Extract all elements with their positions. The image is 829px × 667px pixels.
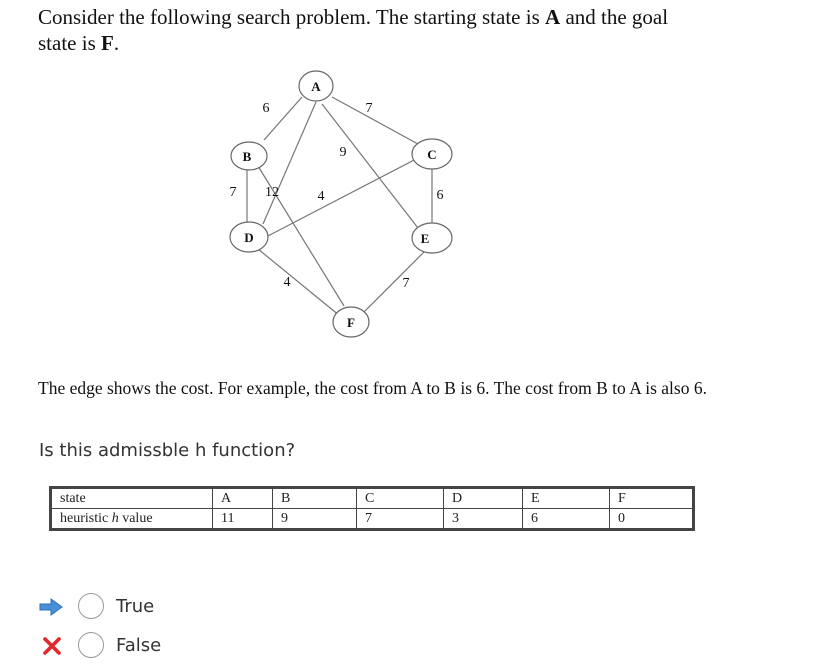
edge-A-C bbox=[332, 97, 418, 144]
table-row-states bbox=[51, 488, 694, 509]
question-prompt: Is this admissble h function? bbox=[39, 440, 296, 461]
edge-E-F bbox=[362, 251, 425, 314]
table-cell-value: 6 bbox=[523, 509, 610, 530]
node-label-C: C bbox=[427, 147, 437, 162]
node-label-E: E bbox=[420, 231, 430, 246]
edge-cost-label: 6 bbox=[436, 188, 444, 203]
edge-D-F bbox=[258, 249, 340, 316]
edge-cost-label: 7 bbox=[402, 276, 410, 291]
table-row-heuristic bbox=[51, 509, 694, 530]
edge-cost-note: The edge shows the cost. For example, the cost from A to B is 6. The cost from B to A is also 6. bbox=[38, 378, 707, 398]
edge-cost-label: 7 bbox=[229, 185, 237, 200]
node-label-A: A bbox=[311, 79, 321, 94]
intro-text: . bbox=[113, 31, 120, 55]
edge-cost-label: 12 bbox=[265, 185, 279, 200]
table-cell-state: A bbox=[213, 488, 273, 509]
table-cell-value: 3 bbox=[444, 509, 523, 530]
goal-state: F bbox=[101, 31, 114, 55]
table-cell-value: 7 bbox=[357, 509, 444, 530]
table-row-label bbox=[51, 509, 213, 530]
node-label-B: B bbox=[242, 149, 252, 164]
option-true[interactable] bbox=[78, 592, 154, 620]
table-cell-value: 11 bbox=[213, 509, 273, 530]
label-part: heuristic bbox=[60, 511, 112, 526]
table-cell-value: 0 bbox=[610, 509, 694, 530]
start-state: A bbox=[545, 5, 561, 29]
edge-cost-label: 4 bbox=[317, 189, 325, 204]
edge-A-D bbox=[263, 102, 316, 224]
label-var: h bbox=[111, 511, 119, 526]
node-label-D: D bbox=[244, 230, 254, 245]
table-cell-state: E bbox=[523, 488, 610, 509]
table-cell-state: B bbox=[273, 488, 357, 509]
node-label-F: F bbox=[347, 315, 355, 330]
option-false-radio[interactable] bbox=[78, 632, 104, 658]
label-part: value bbox=[118, 511, 153, 526]
edge-cost-label: 4 bbox=[283, 275, 291, 290]
edge-cost-label: 9 bbox=[339, 145, 347, 160]
table-cell-value: 9 bbox=[273, 509, 357, 530]
intro-text: state is bbox=[38, 31, 101, 55]
arrow-icon bbox=[38, 597, 64, 617]
node-E bbox=[412, 223, 452, 253]
intro-text: and the goal bbox=[560, 5, 669, 29]
table-cell-state: C bbox=[357, 488, 444, 509]
option-true-radio[interactable] bbox=[78, 593, 104, 619]
option-true-label: True bbox=[116, 595, 155, 617]
table-cell-state: F bbox=[610, 488, 694, 509]
edge-cost-label: 6 bbox=[262, 101, 270, 116]
edge-cost-label: 7 bbox=[365, 101, 373, 116]
table-row-label: state bbox=[51, 488, 213, 509]
heuristic-table bbox=[49, 486, 695, 531]
table-cell-state: D bbox=[444, 488, 523, 509]
cross-icon bbox=[42, 636, 62, 656]
option-false[interactable] bbox=[78, 631, 161, 659]
option-false-label: False bbox=[116, 634, 162, 656]
edge-A-B bbox=[264, 97, 302, 140]
intro-text: Consider the following search problem. The starting state is bbox=[38, 5, 546, 29]
